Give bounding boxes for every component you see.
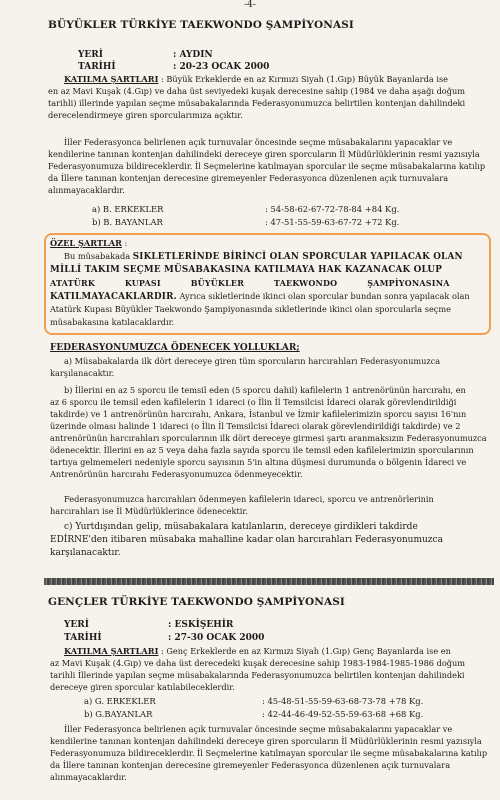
yolluklar-b-line2: az 6 sporcu ile temsil eden kafilelerin 1 idareci (o İlin İl Temsilcisi İdareci olarak görevlendirildiği — [50, 397, 457, 407]
yolluklar-b-line3: takdirde) ve 1 antrenörünün harcırahı, Ankara, İstanbul ve İzmir kafilelerimizin sporcu sayısı 16'nın — [50, 409, 467, 419]
ozel-line1 — [64, 251, 463, 263]
section2-para2-line3: Federasyonumuza bildireceklerdir. İl Seçmelerine katılmayan sporcular ile seçme müsabakalarına katılıp — [50, 748, 488, 758]
section2-para2-line2: kendilerine tanınan kontenjan dahilindeki dereceye giren sporcuların İl Müdürlüklerinin resmi yazısıyla — [50, 736, 482, 746]
section2-katilma-line3: tarihli İllerinde yapılan seçme müsabakalarında Federasyonumuzca belirtilen kontenjan dahilindeki — [50, 670, 465, 680]
section1-title: BÜYÜKLER TÜRKİYE TAEKWONDO ŞAMPİYONASI — [48, 19, 354, 31]
ozel-line2: MİLLİ TAKIM SEÇME MÜSABAKASINA KATILMAYA HAK KAZANACAK OLUP — [50, 265, 443, 275]
ozel-line4 — [50, 291, 470, 303]
section1-katilma-line1 — [64, 74, 486, 85]
yolluklar-b-line4: üzerinde olması halinde 1 idareci (o İlin İl Temsilcisi İdareci olarak görevlendirildiği takdirde) ve 2 — [50, 421, 461, 431]
section1-erkekler-label: a) B. ERKEKLER — [92, 204, 164, 214]
section1-yeri-value: : AYDIN — [173, 50, 213, 60]
section2-para2-line4: da İllere tanınan kontenjan derecesine giremeyenler Federasyonca düzenlenen açık turnuvalara — [50, 760, 451, 770]
ozel-line3: ATATÜRK KUPASI BÜYÜKLER TAEKWONDO ŞAMPİYONASINA — [50, 278, 450, 288]
yolluklar-d-line3: karşılanacaktır. — [50, 548, 121, 558]
section1-katilma-line3: tarihli) illerinde yapılan seçme müsabakalarında Federasyonumuzca belirtilen kontenjan dahilindeki — [48, 98, 466, 108]
ozel-line1-b: SIKLETLERİNDE BİRİNCİ OLAN SPORCULAR YAPILACAK OLAN — [132, 252, 463, 262]
page-number: -4- — [244, 0, 256, 10]
yolluklar-title: FEDERASYONUMUZCA ÖDENECEK YOLLUKLAR; — [50, 343, 300, 353]
section2-yeri-value: : ESKİŞEHİR — [168, 620, 234, 630]
section1-katilma-line2: en az Mavi Kuşak (4.Gıp) ve daha üst seviyedeki kuşak derecesine sahip (1984 ve daha aşağı doğum — [48, 86, 466, 96]
yolluklar-b-line1: b) İllerini en az 5 sporcu ile temsil eden (5 sporcu dahil) kafilelerin 1 antrenörünün harcırahı, en — [64, 385, 466, 395]
section1-bayanlar-label: b) B. BAYANLAR — [92, 217, 163, 227]
section1-para2-line4: da İllere tanınan kontenjan derecesine giremeyenler Federasyonca düzenlenen açık turnuvalara — [48, 173, 449, 183]
ozel-sartlar-heading — [50, 238, 127, 249]
section1-erkekler-value: : 54-58-62-67-72-78-84 +84 Kg. — [265, 204, 400, 214]
section1-para2-line5: alınmayacaklardır. — [48, 185, 125, 195]
ozel-line4-b: Ayrıca sıkletlerinde ikinci olan sporcular bundan sonra yapılacak olan — [176, 291, 470, 301]
yolluklar-b-line7: tartıya gelmemeleri nedeniyle sporcu sayısının 5'in altına düşmesi durumunda o bölgenin İdareci ve — [50, 457, 467, 467]
section2-para2-line1: İller Federasyonca belirlenen açık turnuvalar öncesinde seçme müsabakalarını yapacaklar ve — [64, 724, 453, 734]
section2-yeri-label: YERİ — [64, 620, 89, 630]
section2-katilma-line1 — [64, 646, 451, 657]
section2-tarihi-value: : 27-30 OCAK 2000 — [168, 633, 265, 643]
yolluklar-c-line1: Federasyonumuzca harcırahları ödenmeyen kafilelerin idareci, sporcu ve antrenörlerinin — [64, 494, 434, 504]
section2-erkekler-label: a) G. ERKEKLER — [84, 696, 156, 706]
section2-para2-line5: alınmayacaklardır. — [50, 772, 127, 782]
ozel-line6: müsabakasına katılacaklardır. — [50, 317, 175, 327]
section2-katilma-label: KATILMA ŞARTLARI — [64, 646, 159, 656]
yolluklar-d-line2: EDİRNE'den itibaren müsabaka mahalline kadar olan harcırahları Federasyonumuzca — [50, 535, 443, 545]
section2-katilma-line2: az Mavi Kuşak (4.Gıp) ve daha üst derecedeki kuşak derecesine sahip 1983-1984-1985-1986 doğum — [50, 658, 466, 668]
section1-yeri-label: YERİ — [78, 50, 103, 60]
yolluklar-b-line8: Antrenörünün harcırahı Federasyonumuzca ödenmeyecektir. — [50, 469, 303, 479]
section1-tarihi-value: : 20-23 OCAK 2000 — [173, 62, 270, 72]
yolluklar-d-line1: c) Yurtdışından gelip, müsabakalara katılanların, dereceye girdikleri takdirde — [64, 522, 418, 532]
ozel-line1-a: Bu müsabakada — [64, 251, 133, 261]
yolluklar-b-line6: ödenecektir. İllerini en az 5 veya daha fazla sayıda sporcu ile temsil eden kafilelerimizin sporcularının — [50, 445, 474, 455]
section2-title: GENÇLER TÜRKİYE TAEKWONDO ŞAMPİYONASI — [48, 596, 345, 608]
yolluklar-a-line1: a) Müsabakalarda ilk dört dereceye giren tüm sporcuların harcırahları Federasyonumuzca — [64, 356, 441, 366]
yolluklar-c-line2: harcırahları ise İl Müdürlüklerince ödenecektir. — [50, 506, 248, 516]
section2-katilma-text1: : Genç Erkeklerde en az Kırmızı Siyah (1.Gıp) Genç Bayanlarda ise en — [161, 646, 451, 656]
section1-katilma-text1: : Büyük Erkeklerde en az Kırmızı Siyah (1.Gıp) Büyük Bayanlarda ise — [161, 74, 448, 84]
ozel-line5: Atatürk Kupası Büyükler Taekwondo Şampiyonasında sıkletlerinde ikinci olan sporcularla seçme — [50, 304, 451, 314]
section1-para2-line2: kendilerine tanınan kontenjan dahilindeki dereceye giren sporcuların İl Müdürlüklerinin resmi yazısıyla — [48, 149, 480, 159]
section2-tarihi-label: TARİHİ — [64, 633, 102, 643]
section1-para2-line1: İller Federasyonca belirlenen açık turnuvalar öncesinde seçme müsabakalarını yapacaklar ve — [64, 137, 453, 147]
section1-bayanlar-value: : 47-51-55-59-63-67-72 +72 Kg. — [265, 217, 400, 227]
ozel-line4-a: KATILMAYACAKLARDIR. — [50, 292, 177, 302]
section2-bayanlar-label: b) G.BAYANLAR — [84, 709, 153, 719]
yolluklar-a-line2: karşılanacaktır. — [50, 368, 115, 378]
section1-katilma-label: KATILMA ŞARTLARI — [64, 74, 159, 84]
section1-katilma-line4: derecelendirmeye giren sporcularımıza açıktır. — [48, 110, 243, 120]
section2-bayanlar-value: : 42-44-46-49-52-55-59-63-68 +68 Kg. — [262, 709, 424, 719]
section2-erkekler-value: : 45-48-51-55-59-63-68-73-78 +78 Kg. — [262, 696, 424, 706]
section1-tarihi-label: TARİHİ — [78, 62, 116, 72]
section2-katilma-line4: dereceye giren sporcular katılabileceklerdir. — [50, 682, 235, 692]
ozel-sartlar-colon: : — [121, 238, 128, 248]
section-divider — [44, 578, 494, 585]
ozel-sartlar-title: ÖZEL ŞARTLAR — [50, 238, 122, 248]
yolluklar-b-line5: antrenörünün harcırahları sporcularının ilk dört dereceye girmesi şartı aranmaksızın Federasyonumuzca — [50, 433, 487, 443]
section1-para2-line3: Federasyonumuza bildireceklerdir. İl Seçmelerine katılmayan sporcular ile seçme müsabakalarına katılıp — [48, 161, 486, 171]
